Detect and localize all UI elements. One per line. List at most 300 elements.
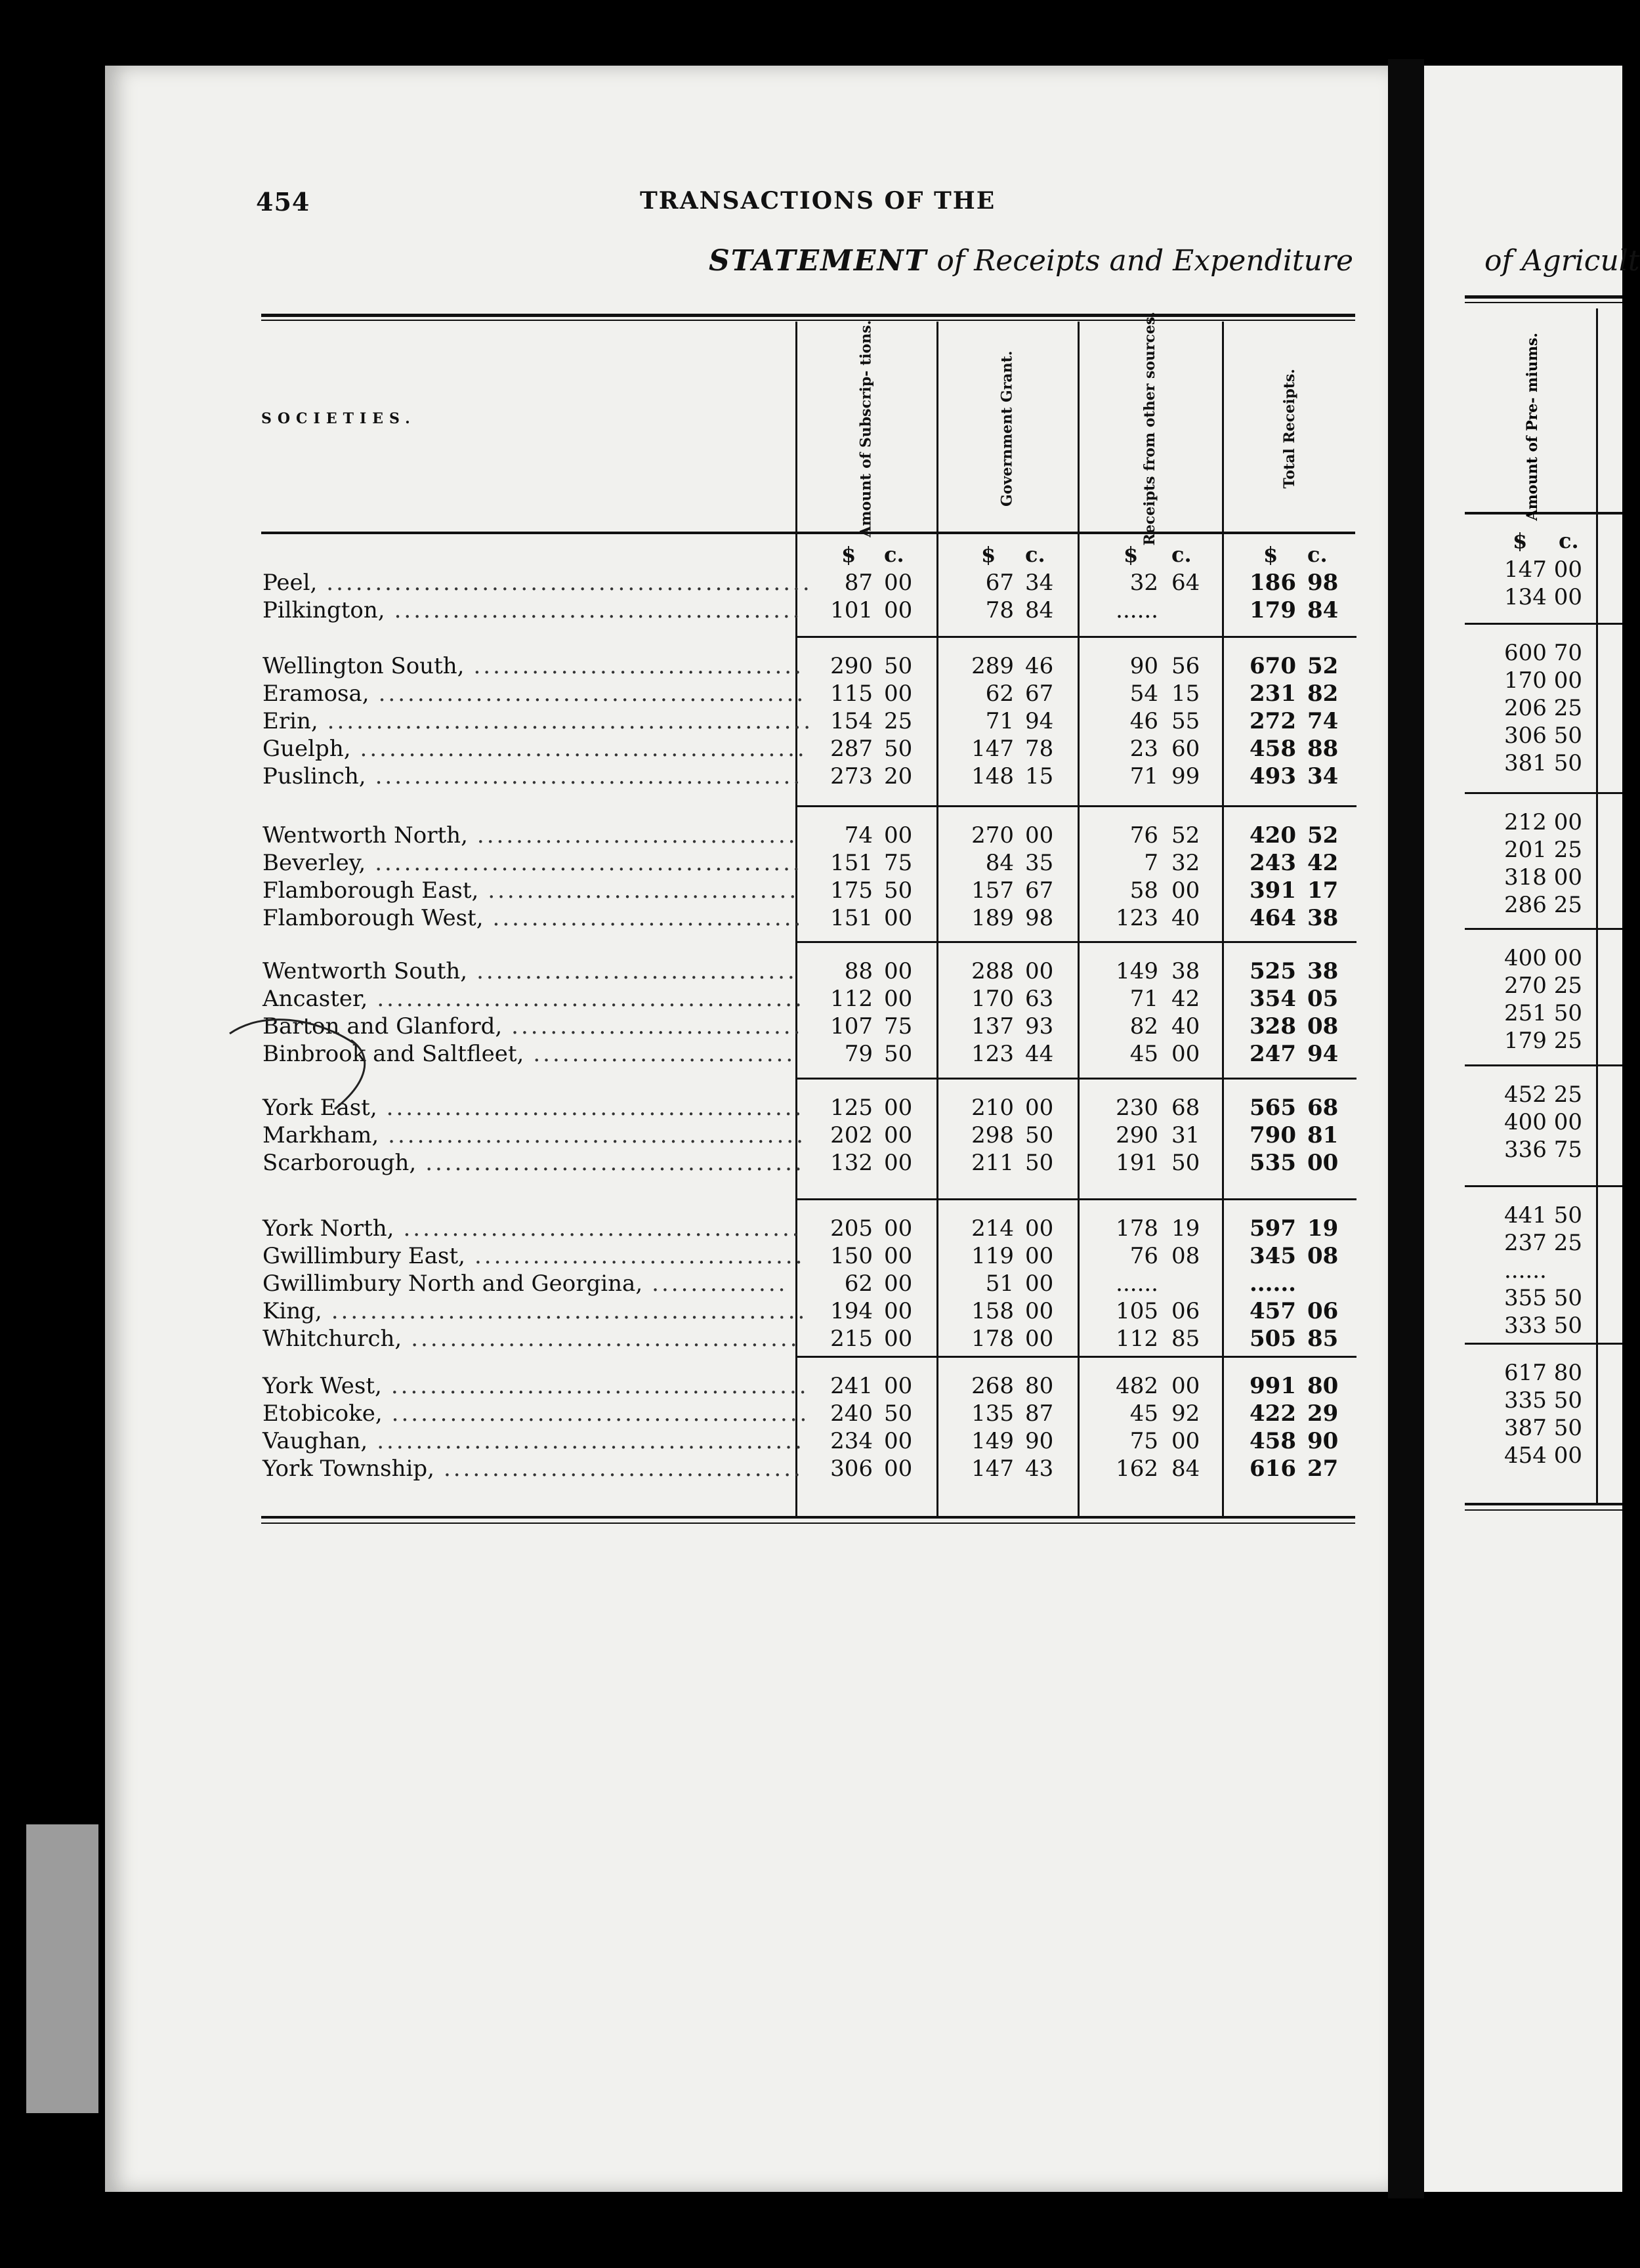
cents-value: 50 [884, 1041, 913, 1067]
dollar-value: 243 [1250, 850, 1296, 876]
dollar-value: 457 [1250, 1298, 1296, 1324]
cents-value: 88 [1307, 736, 1339, 762]
unit-cents: c. [1171, 542, 1192, 567]
cents-value: 27 [1307, 1456, 1339, 1482]
dollar-value: 87 [844, 570, 873, 596]
cents-value: 38 [1307, 958, 1339, 984]
unit-dollar: $ [1263, 542, 1278, 567]
table-row [0, 681, 1378, 708]
group-separator [1465, 928, 1622, 930]
dollar-value: 119 [971, 1243, 1014, 1269]
dollar-value: 290 [1116, 1122, 1158, 1148]
dot-leader: .................................................. [326, 570, 812, 596]
table-row [0, 1095, 1378, 1122]
dollar-value: 149 [1116, 958, 1158, 984]
table-row [0, 822, 1378, 850]
cents-value: 00 [884, 1095, 913, 1121]
table-row [0, 1298, 1378, 1326]
cents-value: 78 [1025, 736, 1054, 762]
right-top-rule [1465, 295, 1622, 299]
dollar-value: 148 [971, 763, 1014, 789]
cents-value: 32 [1171, 850, 1200, 876]
page-number: 454 [256, 187, 310, 217]
cents-value: 52 [1307, 653, 1339, 679]
cents-value: 20 [884, 763, 913, 789]
table-row [0, 1373, 1378, 1400]
cents-value: 00 [884, 570, 913, 596]
dollar-value: 151 [830, 905, 873, 931]
cents-value: 35 [1025, 850, 1054, 876]
dot-leader: ................................ [488, 877, 799, 904]
dollar-value: ...... [1116, 1270, 1158, 1297]
dot-leader: .................................................. [327, 708, 814, 734]
cents-value: 46 [1025, 653, 1054, 679]
cents-value: 00 [1171, 1428, 1200, 1454]
society-name: Wentworth South, [263, 958, 468, 984]
table-row [0, 850, 1378, 877]
premium-value: 336 75 [1504, 1137, 1582, 1163]
premium-value: 617 80 [1504, 1360, 1582, 1386]
cents-value: 34 [1025, 570, 1054, 596]
cents-value: 00 [1171, 1041, 1200, 1067]
dollar-value: 71 [1129, 763, 1158, 789]
cents-value: 00 [884, 1456, 913, 1482]
dollar-value: 422 [1250, 1400, 1296, 1427]
cents-value: 60 [1171, 736, 1200, 762]
binding-strip [26, 1824, 98, 2113]
dollar-value: ...... [1249, 1270, 1296, 1297]
cents-value: 19 [1171, 1215, 1200, 1242]
dollar-value: 157 [971, 877, 1014, 904]
table-title-bold: STATEMENT [709, 244, 928, 278]
table-row [0, 1270, 1378, 1298]
dot-leader: ........................................... [386, 1095, 805, 1121]
cents-value: 08 [1171, 1243, 1200, 1269]
dollar-value: 270 [971, 822, 1014, 849]
dollar-value: 105 [1116, 1298, 1158, 1324]
society-name: Gwillimbury North and Georgina, [263, 1270, 643, 1297]
dollar-value: 7 [1144, 850, 1158, 876]
table-row [0, 1150, 1378, 1177]
cents-value: 50 [1171, 1150, 1200, 1176]
premium-value: 381 50 [1504, 750, 1582, 776]
dollar-value: 76 [1129, 822, 1158, 849]
cents-value: 98 [1307, 570, 1339, 596]
cents-value: 00 [884, 1298, 913, 1324]
premium-value: 237 25 [1504, 1230, 1582, 1256]
dot-leader: .............................. [511, 1013, 803, 1040]
dollar-value: 132 [830, 1150, 873, 1176]
right-col-header-premiums: Amount of Pre- miums. [1523, 332, 1541, 521]
dollar-value: 82 [1129, 1013, 1158, 1040]
dollar-value: 991 [1250, 1373, 1296, 1399]
dollar-value: 420 [1250, 822, 1296, 849]
dollar-value: 74 [844, 822, 873, 849]
cents-value: 38 [1307, 905, 1339, 931]
dot-leader: ............................................ [375, 763, 803, 789]
unit-cents: c. [1307, 542, 1328, 567]
right-page-title: of Agricult [1484, 244, 1640, 278]
cents-value: 00 [1171, 1373, 1200, 1399]
cents-value: 00 [1025, 1215, 1054, 1242]
table-title [709, 244, 1353, 278]
dot-leader: ................................. [476, 958, 797, 984]
cents-value: 80 [1307, 1373, 1339, 1399]
premium-value: 452 25 [1504, 1082, 1582, 1108]
society-name: Markham, [263, 1122, 379, 1148]
cents-value: 85 [1307, 1326, 1339, 1352]
dollar-value: 125 [830, 1095, 873, 1121]
cents-value: 67 [1025, 681, 1054, 707]
dollar-value: 112 [1116, 1326, 1158, 1352]
dollar-value: 46 [1129, 708, 1158, 734]
dollar-value: 67 [985, 570, 1014, 596]
premium-value: 147 00 [1504, 556, 1582, 583]
dollar-value: 78 [985, 597, 1014, 623]
cents-value: 94 [1025, 708, 1054, 734]
dollar-value: 54 [1129, 681, 1158, 707]
dollar-value: 290 [830, 653, 873, 679]
cents-value: 00 [884, 1215, 913, 1242]
dollar-value: 186 [1250, 570, 1296, 596]
cents-value: 00 [1171, 877, 1200, 904]
cents-value: 74 [1307, 708, 1339, 734]
dollar-value: 241 [830, 1373, 873, 1399]
dollar-value: 23 [1129, 736, 1158, 762]
dollar-value: 328 [1250, 1013, 1296, 1040]
dollar-value: 391 [1250, 877, 1296, 904]
dollar-value: 51 [985, 1270, 1014, 1297]
society-name: Whitchurch, [263, 1326, 402, 1352]
cents-value: 17 [1307, 877, 1339, 904]
societies-header: SOCIETIES. [261, 410, 416, 427]
cents-value: 98 [1025, 905, 1054, 931]
premium-value: 179 25 [1504, 1028, 1582, 1054]
premium-value: 212 00 [1504, 809, 1582, 835]
table-row [0, 1456, 1378, 1483]
dollar-value: 71 [985, 708, 1014, 734]
dollar-value: 202 [830, 1122, 873, 1148]
society-name: Wentworth North, [263, 822, 468, 849]
dollar-value: 482 [1116, 1373, 1158, 1399]
dot-leader: ............................................ [378, 681, 807, 707]
dollar-value: 505 [1250, 1326, 1296, 1352]
cents-value: 00 [1025, 1298, 1054, 1324]
cents-value: 50 [1025, 1122, 1054, 1148]
dollar-value: 273 [830, 763, 873, 789]
cents-value: 00 [884, 958, 913, 984]
cents-value: 29 [1307, 1400, 1339, 1427]
dot-leader: ........................................... [391, 1400, 810, 1427]
cents-value: 00 [1025, 1095, 1054, 1121]
cents-value: 00 [1307, 1150, 1339, 1176]
society-name: Pilkington, [263, 597, 385, 623]
cents-value: 38 [1171, 958, 1200, 984]
dollar-value: 84 [985, 850, 1014, 876]
table-bottom-rule-thin [261, 1522, 1355, 1524]
dollar-value: 268 [971, 1373, 1014, 1399]
col-header-subscriptions: Amount of Subscrip- tions. [857, 320, 875, 537]
dollar-value: 189 [971, 905, 1014, 931]
cents-value: 15 [1025, 763, 1054, 789]
dot-leader: .............. [652, 1270, 788, 1297]
table-row [0, 986, 1378, 1013]
dot-leader: ............................................ [377, 986, 805, 1012]
dollar-value: 354 [1250, 986, 1296, 1012]
cents-value: 00 [884, 986, 913, 1012]
premium-value: 170 00 [1504, 667, 1582, 694]
cents-value: 00 [884, 1122, 913, 1148]
dollar-value: 154 [830, 708, 873, 734]
cents-value: 81 [1307, 1122, 1339, 1148]
cents-value: 68 [1171, 1095, 1200, 1121]
dollar-value: 234 [830, 1428, 873, 1454]
dollar-value: 112 [830, 986, 873, 1012]
cents-value: 85 [1171, 1326, 1200, 1352]
cents-value: 93 [1025, 1013, 1054, 1040]
table-row [0, 597, 1378, 625]
premium-value: 286 25 [1504, 892, 1582, 918]
dollar-value: 123 [1116, 905, 1158, 931]
dollar-value: 211 [971, 1150, 1014, 1176]
dollar-value: 45 [1129, 1041, 1158, 1067]
cents-value: 52 [1307, 822, 1339, 849]
dollar-value: 178 [1116, 1215, 1158, 1242]
dollar-value: 298 [971, 1122, 1014, 1148]
unit-dollar: $ [981, 542, 996, 567]
society-name: Flamborough West, [263, 905, 484, 931]
dollar-value: 137 [971, 1013, 1014, 1040]
table-row [0, 1326, 1378, 1353]
cents-value: 31 [1171, 1122, 1200, 1148]
premium-value: 355 50 [1504, 1285, 1582, 1311]
group-separator [795, 1078, 1356, 1080]
table-row [0, 653, 1378, 681]
dollar-value: 178 [971, 1326, 1014, 1352]
group-separator [795, 1198, 1356, 1200]
cents-value: 08 [1307, 1013, 1339, 1040]
dollar-value: ...... [1116, 597, 1158, 623]
cents-value: 50 [884, 1400, 913, 1427]
dollar-value: 616 [1250, 1456, 1296, 1482]
dollar-value: 62 [985, 681, 1014, 707]
cents-value: 00 [884, 905, 913, 931]
society-name: York East, [263, 1095, 377, 1121]
dollar-value: 194 [830, 1298, 873, 1324]
dot-leader: ............................................ [377, 1428, 805, 1454]
cents-value: 00 [884, 1150, 913, 1176]
table-row [0, 1122, 1378, 1150]
group-separator [1465, 1185, 1622, 1187]
society-name: Flamborough East, [263, 877, 479, 904]
cents-value: 25 [884, 708, 913, 734]
unit-cents: c. [884, 542, 904, 567]
table-row [0, 958, 1378, 986]
cents-value: 42 [1171, 986, 1200, 1012]
cents-value: 87 [1025, 1400, 1054, 1427]
cents-value: 08 [1307, 1243, 1339, 1269]
premium-value: 251 50 [1504, 1000, 1582, 1026]
dollar-value: 149 [971, 1428, 1014, 1454]
dollar-value: 62 [844, 1270, 873, 1297]
cents-value: 68 [1307, 1095, 1339, 1121]
dot-leader: ........................................... [390, 1373, 809, 1399]
society-name: Beverley, [263, 850, 366, 876]
table-row [0, 1400, 1378, 1428]
right-top-rule-thin [1465, 302, 1622, 303]
unit-dollar: $ [841, 542, 856, 567]
society-name: Wellington South, [263, 653, 465, 679]
dollar-value: 240 [830, 1400, 873, 1427]
dollar-value: 525 [1250, 958, 1296, 984]
dollar-value: 175 [830, 877, 873, 904]
cents-value: 44 [1025, 1041, 1054, 1067]
dollar-value: 79 [844, 1041, 873, 1067]
right-unit-dollar: $ [1513, 528, 1528, 553]
society-name: Vaughan, [263, 1428, 368, 1454]
society-name: Erin, [263, 708, 318, 734]
table-row [0, 736, 1378, 763]
dollar-value: 107 [830, 1013, 873, 1040]
cents-value: 00 [1025, 1326, 1054, 1352]
dollar-value: 90 [1129, 653, 1158, 679]
cents-value: 40 [1171, 905, 1200, 931]
table-row [0, 708, 1378, 736]
dollar-value: 151 [830, 850, 873, 876]
dollar-value: 565 [1250, 1095, 1296, 1121]
society-name: York North, [263, 1215, 394, 1242]
cents-value: 00 [884, 1428, 913, 1454]
dollar-value: 493 [1250, 763, 1296, 789]
group-separator [1465, 1064, 1622, 1066]
cents-value: 00 [884, 822, 913, 849]
cents-value: 50 [884, 736, 913, 762]
premium-value: 600 70 [1504, 640, 1582, 666]
cents-value: 15 [1171, 681, 1200, 707]
dollar-value: 670 [1250, 653, 1296, 679]
cents-value: 19 [1307, 1215, 1339, 1242]
cents-value: 84 [1307, 597, 1339, 623]
right-bottom-rule-thin [1465, 1509, 1622, 1511]
cents-value: 94 [1307, 1041, 1339, 1067]
dollar-value: 115 [830, 681, 873, 707]
col-header-government-grant: Government Grant. [998, 350, 1016, 507]
dollar-value: 230 [1116, 1095, 1158, 1121]
society-name: Peel, [263, 570, 318, 596]
table-row [0, 877, 1378, 905]
group-separator [1465, 1343, 1622, 1345]
cents-value: 67 [1025, 877, 1054, 904]
society-name: York Township, [263, 1456, 434, 1482]
dollar-value: 287 [830, 736, 873, 762]
unit-dollar: $ [1124, 542, 1139, 567]
book-gutter [1388, 59, 1424, 2198]
cents-value: 82 [1307, 681, 1339, 707]
table-bottom-rule [261, 1516, 1355, 1519]
group-separator [795, 805, 1356, 807]
dollar-value: 345 [1250, 1243, 1296, 1269]
cents-value: 34 [1307, 763, 1339, 789]
dollar-value: 306 [830, 1456, 873, 1482]
cents-value: 84 [1025, 597, 1054, 623]
cents-value: 06 [1307, 1298, 1339, 1324]
group-separator [1465, 792, 1622, 794]
dollar-value: 150 [830, 1243, 873, 1269]
society-name: King, [263, 1298, 322, 1324]
table-row [0, 1243, 1378, 1270]
group-separator [795, 941, 1356, 943]
table-row [0, 570, 1378, 597]
dollar-value: 289 [971, 653, 1014, 679]
table-row [0, 763, 1378, 791]
cents-value: 00 [1025, 1270, 1054, 1297]
premium-value: ...... [1504, 1257, 1547, 1284]
dollar-value: 32 [1129, 570, 1158, 596]
cents-value: 50 [884, 653, 913, 679]
dollar-value: 210 [971, 1095, 1014, 1121]
cents-value: 42 [1307, 850, 1339, 876]
group-separator [795, 636, 1356, 638]
dollar-value: 45 [1129, 1400, 1158, 1427]
cents-value: 75 [884, 1013, 913, 1040]
dollar-value: 58 [1129, 877, 1158, 904]
premium-value: 335 50 [1504, 1387, 1582, 1414]
cents-value: 55 [1171, 708, 1200, 734]
cents-value: 40 [1171, 1013, 1200, 1040]
cents-value: 75 [884, 850, 913, 876]
dollar-value: 170 [971, 986, 1014, 1012]
dollar-value: 464 [1250, 905, 1296, 931]
dollar-value: 147 [971, 736, 1014, 762]
cents-value: 64 [1171, 570, 1200, 596]
dollar-value: 191 [1116, 1150, 1158, 1176]
cents-value: 00 [1025, 1243, 1054, 1269]
cents-value: 90 [1025, 1428, 1054, 1454]
handwritten-pen-mark [223, 1004, 420, 1116]
table-row [0, 1041, 1378, 1068]
society-name: Barton and Glanford, [263, 1013, 503, 1040]
dollar-value: 135 [971, 1400, 1014, 1427]
dollar-value: 215 [830, 1326, 873, 1352]
society-name: Ancaster, [263, 986, 368, 1012]
society-name: Etobicoke, [263, 1400, 383, 1427]
society-name: Guelph, [263, 736, 351, 762]
dollar-value: 790 [1250, 1122, 1296, 1148]
dot-leader: ....................................... [425, 1150, 805, 1176]
dollar-value: 205 [830, 1215, 873, 1242]
premium-value: 134 00 [1504, 584, 1582, 610]
unit-cents: c. [1025, 542, 1045, 567]
dot-leader: ........................................ [411, 1326, 800, 1352]
dollar-value: 597 [1250, 1215, 1296, 1242]
dollar-value: 535 [1250, 1150, 1296, 1176]
cents-value: 00 [884, 1326, 913, 1352]
cents-value: 52 [1171, 822, 1200, 849]
table-row [0, 905, 1378, 933]
table-row [0, 1013, 1378, 1041]
premium-value: 400 00 [1504, 945, 1582, 971]
dot-leader: ................................ [492, 905, 804, 931]
dot-leader: .............................................. [360, 736, 807, 762]
premium-value: 400 00 [1504, 1109, 1582, 1135]
dollar-value: 179 [1250, 597, 1296, 623]
premium-value: 441 50 [1504, 1202, 1582, 1228]
right-bottom-rule [1465, 1503, 1622, 1505]
running-head: TRANSACTIONS OF THE [640, 187, 996, 215]
society-name: Binbrook and Saltfleet, [263, 1041, 524, 1067]
dollar-value: 162 [1116, 1456, 1158, 1482]
dollar-value: 214 [971, 1215, 1014, 1242]
